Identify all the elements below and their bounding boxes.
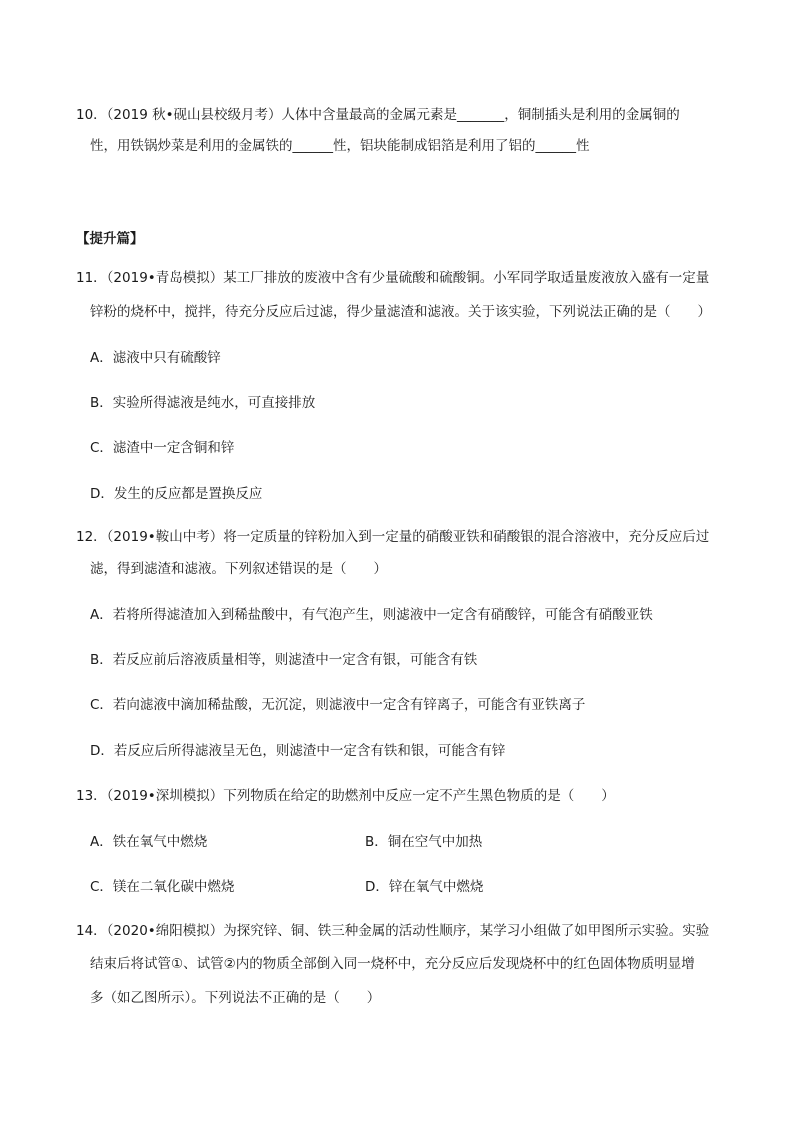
question-12-line-1: 12．（2019•鞍山中考）将一定质量的锌粉加入到一定量的硝酸亚铁和硝酸银的混合溶液中，充分反应后过 <box>76 529 710 545</box>
question-11-option-d: D．发生的反应都是置换反应 <box>90 486 263 502</box>
question-12-option-b: B．若反应前后溶液质量相等，则滤渣中一定含有银，可能含有铁 <box>90 652 478 668</box>
section-title: 【提升篇】 <box>76 231 144 247</box>
question-14-line-3: 多（如乙图所示）。下列说法不正确的是（ ） <box>90 990 381 1006</box>
question-13-option-a: A．铁在氧气中燃烧 <box>90 834 208 850</box>
question-11-option-c: C．滤渣中一定含铜和锌 <box>90 440 235 456</box>
question-11-option-b: B．实验所得滤液是纯水，可直接排放 <box>90 395 316 411</box>
question-11-line-2: 锌粉的烧杯中，搅拌，待充分反应后过滤，得少量滤渣和滤液。关于该实验，下列说法正确的是（ ） <box>90 304 711 320</box>
question-13-option-d: D．锌在氧气中燃烧 <box>365 879 484 895</box>
question-12-option-c: C．若向滤液中滴加稀盐酸，无沉淀，则滤液中一定含有锌离子，可能含有亚铁离子 <box>90 697 586 713</box>
question-11-line-1: 11．（2019•青岛模拟）某工厂排放的废液中含有少量硫酸和硫酸铜。小军同学取适量废液放入盛有一定量 <box>76 270 710 286</box>
question-14-line-1: 14．（2020•绵阳模拟）为探究锌、铜、铁三种金属的活动性顺序，某学习小组做了如甲图所示实验。实验 <box>76 923 710 939</box>
question-12-line-2: 滤，得到滤渣和滤液。下列叙述错误的是（ ） <box>90 561 387 577</box>
question-13-option-c: C．镁在二氧化碳中燃烧 <box>90 879 235 895</box>
question-14-line-2: 结束后将试管①、试管②内的物质全部倒入同一烧杯中，充分反应后发现烧杯中的红色固体物质明显增 <box>90 956 695 972</box>
question-12-option-a: A．若将所得滤渣加入到稀盐酸中，有气泡产生，则滤液中一定含有硝酸锌，可能含有硝酸亚铁 <box>90 607 653 623</box>
question-13-line-1: 13．（2019•深圳模拟）下列物质在给定的助燃剂中反应一定不产生黑色物质的是（ ） <box>76 788 615 804</box>
question-12-option-d: D．若反应后所得滤液呈无色，则滤渣中一定含有铁和银，可能含有锌 <box>90 743 506 759</box>
question-10-line-1: 10．（2019 秋•砚山县校级月考）人体中含量最高的金属元素是_______，铜制插头是利用的金属铜的 <box>76 107 680 123</box>
question-10-line-2: 性，用铁锅炒菜是利用的金属铁的______性，铝块能制成铝箔是利用了铝的______性 <box>90 138 590 154</box>
question-13-option-b: B．铜在空气中加热 <box>365 834 483 850</box>
question-11-option-a: A．滤液中只有硫酸锌 <box>90 350 221 366</box>
